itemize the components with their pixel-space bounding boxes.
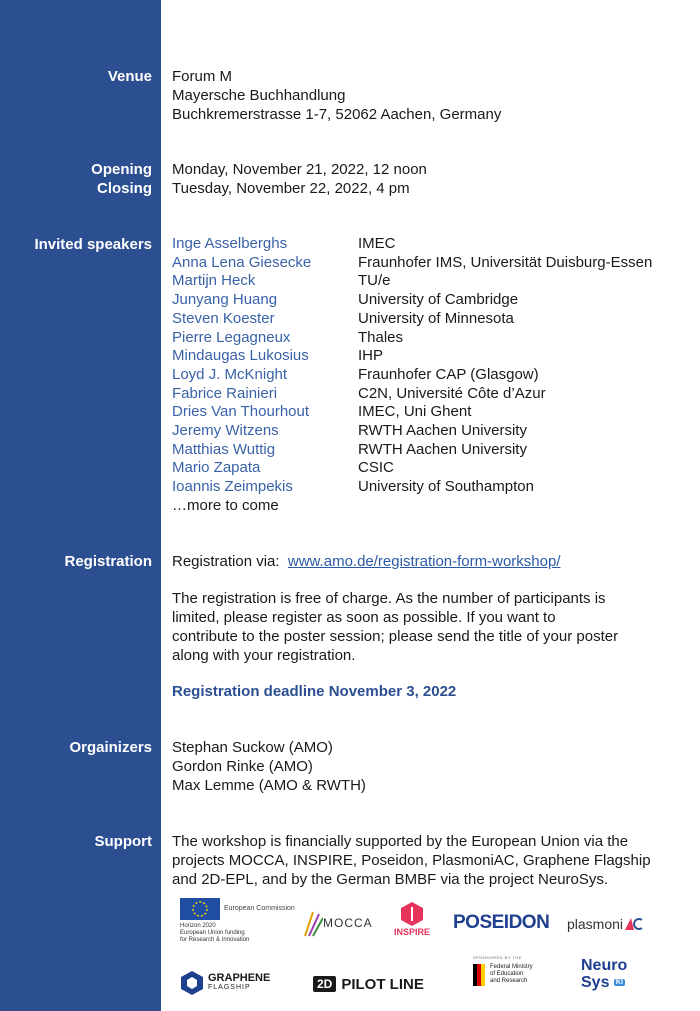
inspire-hexagon-icon xyxy=(399,901,425,927)
bmbf-line: Federal Ministry xyxy=(490,964,533,970)
speaker-name: Ioannis Zeimpekis xyxy=(172,478,293,496)
registration-body-line: contribute to the poster session; please send the title of your poster xyxy=(172,628,619,645)
pilot-badge: 2D xyxy=(313,976,336,992)
speaker-affiliation: C2N, Université Côte d’Azur xyxy=(358,384,546,402)
schedule-labels xyxy=(0,160,152,198)
poseidon-logo xyxy=(453,910,549,936)
bmbf-logo xyxy=(473,955,533,999)
speaker-affiliation: IHP xyxy=(358,347,384,365)
graphene-text: GRAPHENE xyxy=(208,972,271,984)
speaker-affiliation: Fraunhofer CAP (Glasgow) xyxy=(358,365,539,383)
speaker-row xyxy=(172,459,652,478)
neurosys-logo xyxy=(581,957,627,1001)
speaker-row xyxy=(172,403,652,422)
sys-text: Sys xyxy=(581,974,610,991)
mocca-logo xyxy=(303,903,373,943)
registration-via-text: Registration via: xyxy=(172,553,288,570)
sponsor-logos xyxy=(172,895,672,1005)
speaker-affiliation: TU/e xyxy=(358,272,391,290)
speaker-row xyxy=(172,272,652,291)
speaker-affiliation: University of Southampton xyxy=(358,478,534,496)
support-text xyxy=(172,832,651,889)
speaker-affiliation: IMEC xyxy=(358,235,396,252)
eu-commission-title: European Commission xyxy=(224,905,295,912)
venue-label: Venue xyxy=(107,68,152,85)
speaker-name: Martijn Heck xyxy=(172,272,256,290)
speakers-list xyxy=(172,235,652,516)
speaker-row xyxy=(172,478,652,497)
eu-caption: European Union funding xyxy=(180,930,245,936)
closing-label: Closing xyxy=(97,180,152,197)
speaker-name: Junyang Huang xyxy=(172,291,278,309)
speaker-affiliation: Fraunhofer IMS, Universität Duisburg-Essen xyxy=(358,253,653,271)
speaker-affiliation: University of Cambridge xyxy=(358,291,519,309)
speaker-row xyxy=(172,254,652,273)
speaker-name: Jeremy Witzens xyxy=(172,422,279,440)
speaker-name: Matthias Wuttig xyxy=(172,440,276,458)
speaker-row xyxy=(172,347,652,366)
speaker-name: Anna Lena Giesecke xyxy=(172,253,312,271)
registration-label: Registration xyxy=(64,553,152,570)
organizer-name: Gordon Rinke (AMO) xyxy=(172,758,313,775)
speaker-name: Mindaugas Lukosius xyxy=(172,347,309,365)
speakers-more: …more to come xyxy=(172,496,279,514)
sidebar xyxy=(0,0,161,1011)
organizers-label: Orgainizers xyxy=(69,739,152,756)
registration-via xyxy=(172,552,560,571)
speakers-label: Invited speakers xyxy=(34,236,152,253)
bmbf-line: and Research xyxy=(490,978,528,984)
speaker-name: Pierre Legagneux xyxy=(172,328,291,346)
german-eagle-flag-icon xyxy=(473,964,487,986)
organizer-name: Max Lemme (AMO & RWTH) xyxy=(172,777,366,794)
plasmoniac-text: plasmoni xyxy=(567,916,624,932)
registration-body-line: The registration is free of charge. As the number of participants is xyxy=(172,590,606,607)
closing-date: Tuesday, November 22, 2022, 4 pm xyxy=(172,180,410,197)
speaker-row xyxy=(172,291,652,310)
speaker-name: Fabrice Rainieri xyxy=(172,384,278,402)
organizer-name: Stephan Suckow (AMO) xyxy=(172,739,333,756)
speaker-row xyxy=(172,441,652,460)
bmbf-line: of Education xyxy=(490,971,524,977)
speaker-row xyxy=(172,366,652,385)
eu-caption: Horizon 2020 xyxy=(180,923,216,929)
speaker-row xyxy=(172,235,652,254)
registration-deadline: Registration deadline November 3, 2022 xyxy=(172,683,457,700)
venue-line: Forum M xyxy=(172,68,232,85)
graphene-hexagon-icon xyxy=(180,970,204,996)
neuro-text: Neuro xyxy=(581,957,628,974)
bmbf-sponsored: SPONSORED BY THE xyxy=(473,955,522,960)
eu-flag-icon xyxy=(180,898,220,920)
speaker-affiliation: RWTH Aachen University xyxy=(358,422,527,440)
speaker-row xyxy=(172,329,652,348)
opening-date: Monday, November 21, 2022, 12 noon xyxy=(172,161,427,178)
organizers-text xyxy=(172,738,366,795)
plasmoniac-ac-icon xyxy=(623,917,643,931)
speaker-affiliation: IMEC, Uni Ghent xyxy=(358,403,472,421)
ki-badge: KI xyxy=(615,979,623,987)
speaker-name: Mario Zapata xyxy=(172,459,261,477)
speaker-row xyxy=(172,310,652,329)
mocca-text: MOCCA xyxy=(323,916,373,930)
venue-line: Buchkremerstrasse 1-7, 52062 Aachen, Germany xyxy=(172,106,502,123)
schedule-text xyxy=(172,160,427,198)
poseidon-text: POSEIDON xyxy=(453,912,550,933)
speaker-name: Dries Van Thourhout xyxy=(172,403,310,421)
eu-caption: for Research & Innovation xyxy=(180,937,250,943)
pilot-text: PILOT LINE xyxy=(341,975,424,993)
2d-pilot-line-logo xyxy=(313,973,424,995)
eu-commission-logo xyxy=(180,898,300,943)
registration-body-line: limited, please register as soon as possible. If you want to xyxy=(172,609,556,626)
support-label: Support xyxy=(94,833,152,850)
registration-link[interactable]: www.amo.de/registration-form-workshop/ xyxy=(287,553,561,570)
mocca-rays-icon xyxy=(303,908,323,938)
venue-text xyxy=(172,67,501,124)
support-line: projects MOCCA, INSPIRE, Poseidon, PlasmoniAC, Graphene Flagship xyxy=(172,852,651,869)
speaker-row xyxy=(172,422,652,441)
speaker-name: Inge Asselberghs xyxy=(172,235,288,252)
speaker-name: Loyd J. McKnight xyxy=(172,365,288,383)
venue-line: Mayersche Buchhandlung xyxy=(172,87,346,104)
speaker-row xyxy=(172,385,652,404)
inspire-text: INSPIRE xyxy=(394,927,431,937)
flagship-text: FLAGSHIP xyxy=(208,984,251,991)
inspire-logo xyxy=(394,901,430,946)
support-line: The workshop is financially supported by the European Union via the xyxy=(172,833,629,850)
plasmoniac-logo xyxy=(567,913,643,935)
registration-body xyxy=(172,589,618,665)
speaker-affiliation: Thales xyxy=(358,328,404,346)
opening-label: Opening xyxy=(91,161,152,178)
graphene-flagship-logo xyxy=(180,967,270,999)
speaker-affiliation: CSIC xyxy=(358,459,394,477)
speaker-name: Steven Koester xyxy=(172,309,275,327)
speaker-affiliation: RWTH Aachen University xyxy=(358,440,527,458)
registration-body-line: along with your registration. xyxy=(172,647,356,664)
speaker-affiliation: University of Minnesota xyxy=(358,309,514,327)
support-line: and 2D-EPL, and by the German BMBF via the project NeuroSys. xyxy=(172,871,609,888)
